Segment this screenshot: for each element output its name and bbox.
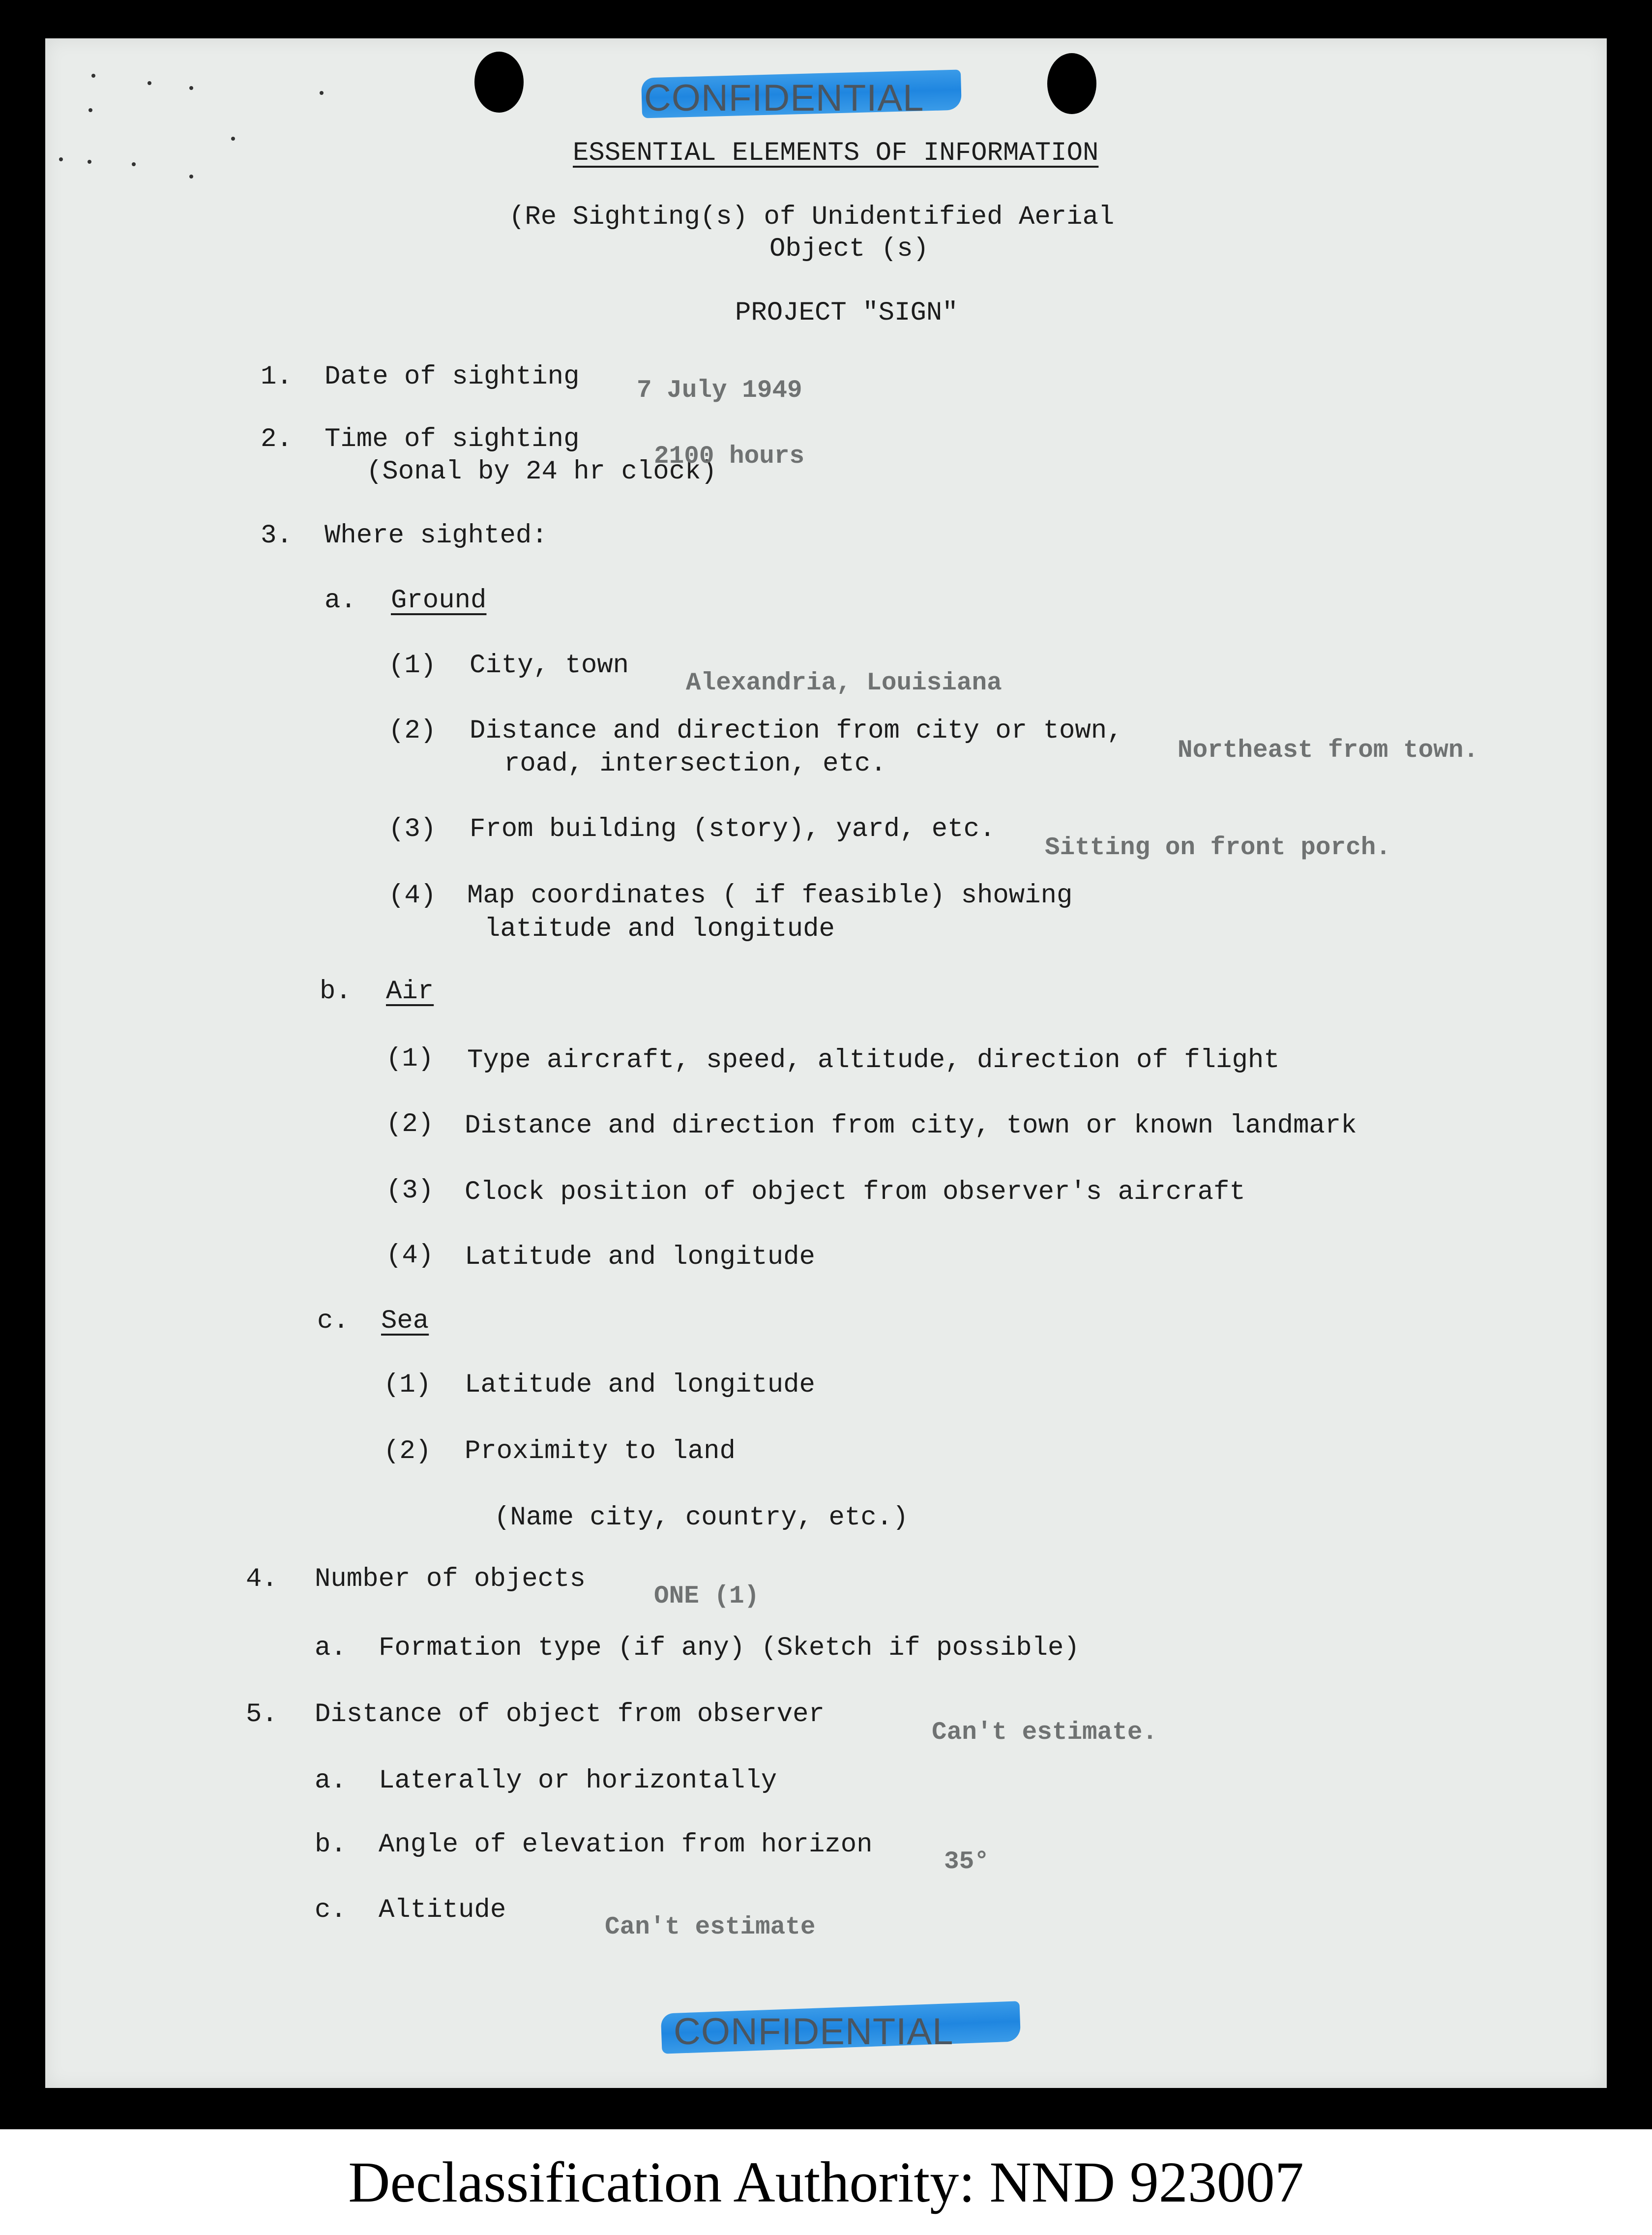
item-3-number: 3. bbox=[261, 521, 293, 551]
item-5c-label: Altitude bbox=[379, 1895, 506, 1925]
distance-answer: Can't estimate. bbox=[932, 1719, 1158, 1747]
item-3a3-label: From building (story), yard, etc. bbox=[470, 814, 996, 844]
item-3a-label: Ground bbox=[391, 586, 487, 616]
speck bbox=[189, 175, 193, 179]
item-3b1-label: Type aircraft, speed, altitude, direction of flight bbox=[467, 1045, 1280, 1075]
speck bbox=[231, 137, 235, 141]
item-4a-letter: a. bbox=[315, 1633, 347, 1663]
item-3a-letter: a. bbox=[324, 586, 356, 616]
item-1-number: 1. bbox=[261, 362, 293, 392]
date-answer: 7 July 1949 bbox=[637, 377, 802, 405]
altitude-answer: Can't estimate bbox=[605, 1913, 816, 1941]
item-3a2-label-sub: road, intersection, etc. bbox=[504, 749, 886, 779]
classification-stamp-bottom: CONFIDENTIAL bbox=[674, 2011, 954, 2053]
item-5a-label: Laterally or horizontally bbox=[379, 1766, 777, 1796]
item-3a4-label-sub: latitude and longitude bbox=[484, 914, 835, 944]
speck bbox=[88, 108, 92, 112]
distance-direction-answer: Northeast from town. bbox=[1178, 737, 1479, 765]
item-3b1-number: (1) bbox=[386, 1044, 434, 1074]
item-3a1-number: (1) bbox=[388, 651, 437, 681]
document-subtitle-line2: Object (s) bbox=[769, 234, 929, 264]
speck bbox=[132, 162, 136, 166]
item-3b-label: Air bbox=[386, 977, 434, 1007]
item-3a3-number: (3) bbox=[388, 814, 437, 844]
item-3b3-number: (3) bbox=[386, 1176, 434, 1206]
item-3a4-label: Map coordinates ( if feasible) showing bbox=[467, 881, 1073, 911]
item-2-label: Time of sighting bbox=[324, 424, 580, 454]
city-answer: Alexandria, Louisiana bbox=[686, 669, 1002, 697]
item-2-label-sub: (Sonal by 24 hr clock) bbox=[366, 457, 717, 487]
speck bbox=[189, 86, 193, 90]
item-3-label: Where sighted: bbox=[324, 521, 548, 551]
item-1-label: Date of sighting bbox=[324, 362, 580, 392]
punch-hole-right bbox=[1047, 53, 1096, 114]
classification-stamp-top: CONFIDENTIAL bbox=[644, 77, 924, 119]
item-3c-label: Sea bbox=[381, 1306, 429, 1336]
speck bbox=[320, 91, 324, 95]
item-5b-label: Angle of elevation from horizon bbox=[379, 1830, 873, 1860]
number-answer: ONE (1) bbox=[654, 1582, 760, 1610]
time-answer: 2100 hours bbox=[654, 443, 805, 471]
speck bbox=[91, 74, 95, 78]
item-5a-letter: a. bbox=[315, 1766, 347, 1796]
punch-hole-left bbox=[474, 52, 524, 113]
item-3b-letter: b. bbox=[320, 977, 352, 1007]
item-4-number: 4. bbox=[246, 1564, 278, 1594]
item-4-label: Number of objects bbox=[315, 1564, 586, 1594]
item-2-number: 2. bbox=[261, 424, 293, 454]
item-3c1-label: Latitude and longitude bbox=[465, 1370, 815, 1400]
item-3a2-number: (2) bbox=[388, 716, 437, 746]
project-name: PROJECT "SIGN" bbox=[735, 298, 958, 328]
speck bbox=[59, 157, 63, 161]
item-5b-letter: b. bbox=[315, 1830, 347, 1860]
item-5c-letter: c. bbox=[315, 1895, 347, 1925]
speck bbox=[148, 81, 151, 85]
item-4a-label: Formation type (if any) (Sketch if possible) bbox=[379, 1633, 1080, 1663]
item-3c2-label-sub: (Name city, country, etc.) bbox=[494, 1503, 909, 1533]
angle-answer: 35° bbox=[944, 1848, 989, 1876]
item-3a4-number: (4) bbox=[388, 881, 437, 911]
document-title: ESSENTIAL ELEMENTS OF INFORMATION bbox=[573, 138, 1099, 168]
item-5-number: 5. bbox=[246, 1699, 278, 1729]
item-3c1-number: (1) bbox=[384, 1370, 432, 1400]
item-3a2-label: Distance and direction from city or town, bbox=[470, 716, 1123, 746]
item-5-label: Distance of object from observer bbox=[315, 1699, 825, 1729]
item-3a1-label: City, town bbox=[470, 651, 629, 681]
item-3b4-number: (4) bbox=[386, 1241, 434, 1271]
item-3c2-label: Proximity to land bbox=[465, 1436, 736, 1466]
item-3b2-label: Distance and direction from city, town or known landmark bbox=[465, 1111, 1357, 1141]
item-3c2-number: (2) bbox=[384, 1436, 432, 1466]
document-subtitle-line1: (Re Sighting(s) of Unidentified Aerial bbox=[509, 202, 1115, 232]
item-3b3-label: Clock position of object from observer's aircraft bbox=[465, 1177, 1245, 1207]
item-3b4-label: Latitude and longitude bbox=[465, 1242, 815, 1272]
item-3c-letter: c. bbox=[317, 1306, 349, 1336]
speck bbox=[88, 160, 91, 164]
building-answer: Sitting on front porch. bbox=[1045, 834, 1391, 862]
item-3b2-number: (2) bbox=[386, 1109, 434, 1139]
declassification-authority: Declassification Authority: NND 923007 bbox=[348, 2150, 1304, 2214]
